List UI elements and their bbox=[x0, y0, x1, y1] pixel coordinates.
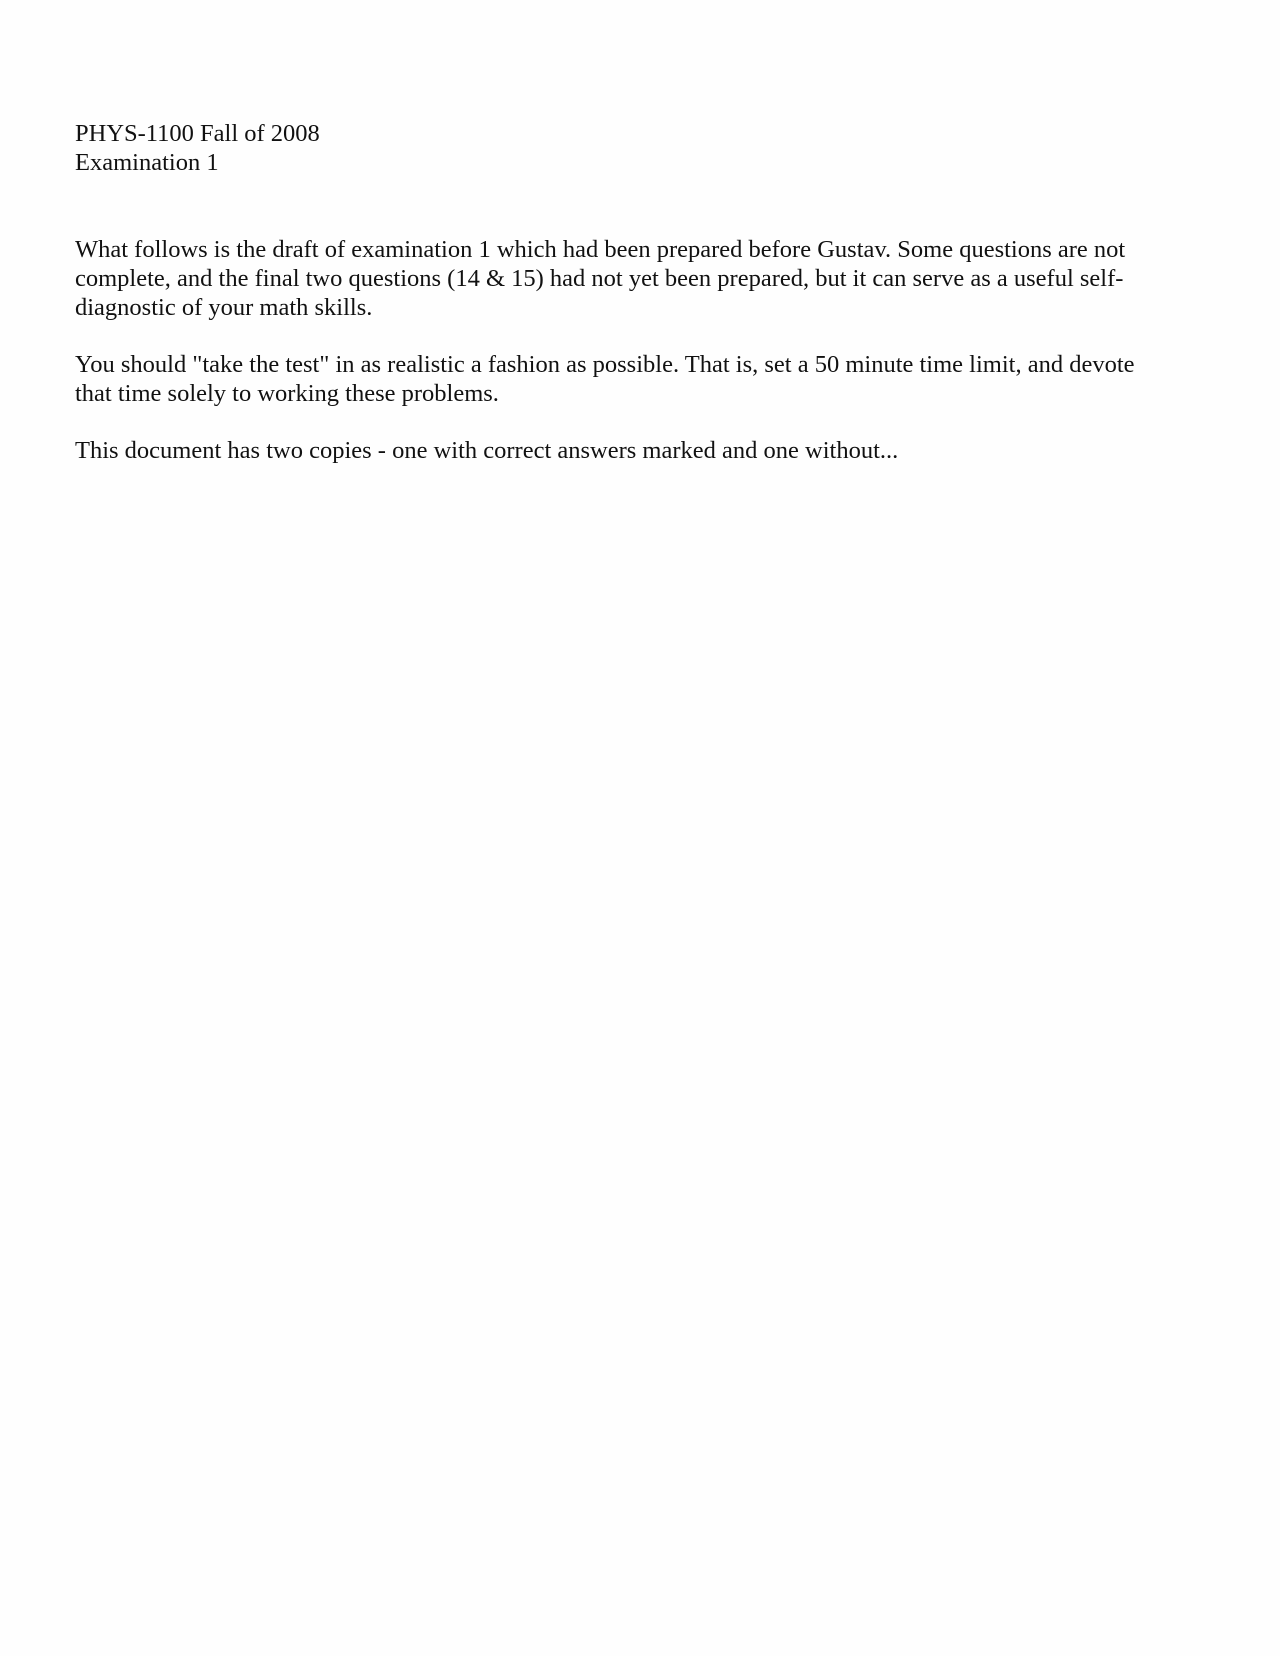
paragraph-instructions bbox=[75, 350, 1185, 408]
document-header bbox=[75, 119, 1175, 177]
paragraph-line: complete, and the final two questions (14 & 15) had not yet been prepared, but it can serve as a useful self- bbox=[75, 265, 1124, 292]
course-title: PHYS-1100 Fall of 2008 bbox=[75, 120, 320, 147]
paragraph-line: that time solely to working these problems. bbox=[75, 380, 499, 407]
exam-title: Examination 1 bbox=[75, 149, 219, 176]
paragraph-line: This document has two copies - one with correct answers marked and one without... bbox=[75, 437, 899, 464]
paragraph-line: diagnostic of your math skills. bbox=[75, 294, 373, 321]
paragraph-copies-note bbox=[75, 436, 1185, 465]
paragraph-line: What follows is the draft of examination 1 which had been prepared before Gustav. Some questions are not bbox=[75, 236, 1126, 263]
document-body bbox=[75, 235, 1185, 493]
paragraph-line: You should "take the test" in as realistic a fashion as possible. That is, set a 50 minute time limit, and devote bbox=[75, 351, 1135, 378]
paragraph-intro bbox=[75, 235, 1185, 322]
